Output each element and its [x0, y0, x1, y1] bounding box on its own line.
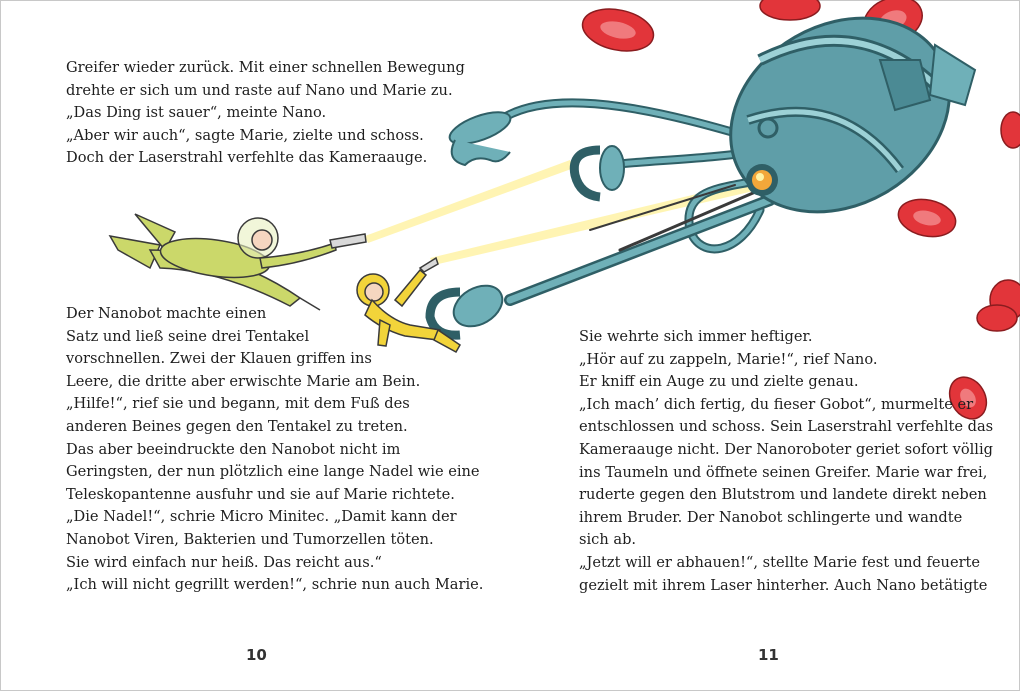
- text-line: „Aber wir auch“, sagte Marie, zielte und schoss.: [66, 126, 424, 144]
- text-line: Teleskopantenne ausfuhr und sie auf Marie richtete.: [66, 485, 455, 503]
- text-line: „Jetzt will er abhauen!“, stellte Marie fest und feuerte: [579, 553, 981, 571]
- page-number-right: 11: [758, 646, 779, 664]
- text-line: „Hör auf zu zappeln, Marie!“, rief Nano.: [579, 350, 878, 368]
- text-line: Satz und ließ seine drei Tentakel: [66, 327, 310, 345]
- laser-beams: [365, 160, 758, 265]
- text-line: Sie wird einfach nur heiß. Das reicht aus.“: [66, 553, 382, 571]
- left-page-bottom-paragraph: [66, 303, 483, 597]
- text-line: Nanobot Viren, Bakterien und Tumorzellen töten.: [66, 530, 434, 548]
- text-line: gezielt mit ihrem Laser hinterher. Auch Nano betätigte: [579, 576, 988, 594]
- text-line: Doch der Laserstrahl verfehlte das Kameraauge.: [66, 149, 428, 167]
- text-line: anderen Beines gegen den Tentakel zu treten.: [66, 417, 408, 435]
- right-page-paragraph: [579, 326, 993, 597]
- text-line: Das aber beeindruckte den Nanobot nicht im: [66, 440, 401, 458]
- text-line: „Ich mach’ dich fertig, du fieser Gobot“, murmelte er: [579, 395, 974, 413]
- text-line: vorschnellen. Zwei der Klauen griffen ins: [66, 350, 372, 368]
- text-line: Greifer wieder zurück. Mit einer schnellen Bewegung: [66, 59, 465, 76]
- text-line: „Hilfe!“, rief sie und begann, mit dem Fuß des: [66, 395, 410, 413]
- text-line: ins Taumeln und öffnete seinen Greifer. Marie war frei,: [579, 463, 988, 481]
- text-line: Er kniff ein Auge zu und zielte genau.: [579, 373, 859, 391]
- text-line: „Die Nadel!“, schrie Micro Minitec. „Damit kann der: [66, 508, 457, 526]
- text-line: Geringsten, der nun plötzlich eine lange Nadel wie eine: [66, 463, 480, 481]
- text-line: ruderte gegen den Blutstrom und landete direkt neben: [579, 486, 987, 504]
- text-line: drehte er sich um und raste auf Nano und Marie zu.: [66, 81, 453, 99]
- text-line: entschlossen und schoss. Sein Laserstrahl verfehlte das: [579, 418, 994, 436]
- text-line: Leere, die dritte aber erwischte Marie am Bein.: [66, 372, 421, 390]
- blood-cell: [760, 0, 820, 20]
- text-line: sich ab.: [579, 531, 637, 549]
- blood-cell: [1001, 112, 1020, 148]
- text-line: ihrem Bruder. Der Nanobot schlingerte und wandte: [579, 508, 963, 526]
- text-line: Kameraauge nicht. Der Nanoroboter geriet sofort völlig: [579, 440, 993, 458]
- text-line: „Ich will nicht gegrillt werden!“, schrie nun auch Marie.: [66, 576, 484, 594]
- text-line: Der Nanobot machte einen: [66, 305, 267, 322]
- nano-character: [110, 214, 366, 310]
- text-line: „Das Ding ist sauer“, meinte Nano.: [66, 104, 327, 122]
- left-page-top-paragraph: [66, 57, 465, 170]
- text-line: Sie wehrte sich immer heftiger.: [579, 328, 813, 345]
- page-number-left: 10: [246, 646, 267, 664]
